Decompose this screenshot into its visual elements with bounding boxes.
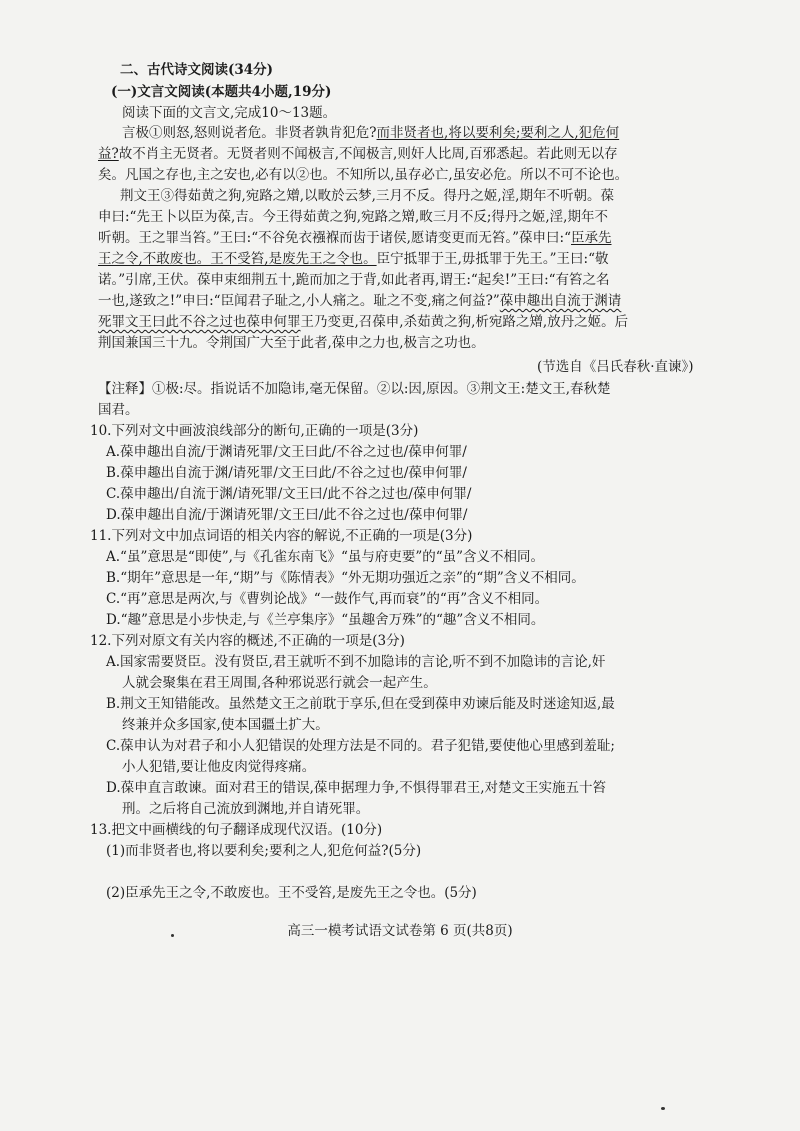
underlined-sentence: 臣承先 <box>571 230 612 246</box>
question-11-option-d: D.“趣”意思是小步快走,与《兰亭集序》“虽趣舍万殊”的“趣”含义不相同。 <box>106 612 545 628</box>
underlined-sentence: 王之令,不敢废也。王不受笞,是废先王之令也。 <box>98 251 377 267</box>
passage-line: 申曰:“先王卜以臣为葆,吉。今王得茹黄之狗,宛路之矰,畋三月不反;得丹之姬,淫,期年不 <box>98 209 608 225</box>
question-13-part-1: (1)而非贤者也,将以要利矣;要利之人,犯危何益?(5分) <box>106 843 422 859</box>
notes-line: 【注释】①极:尽。指说话不加隐讳,毫无保留。②以:因,原因。③荆文王:楚文王,春秋楚 <box>98 381 611 397</box>
question-12-option-a-cont: 人就会聚集在君王周围,各种邪说恶行就会一起产生。 <box>122 675 437 691</box>
passage-line: 一也,遂致之!”申曰:“臣闻君子耻之,小人痛之。耻之不变,痛之何益?”葆申趣出自流于渊请 <box>98 293 622 309</box>
notes-line: 国君。 <box>98 402 139 418</box>
question-12-option-b-cont: 终兼并众多国家,使本国疆土扩大。 <box>122 717 329 733</box>
passage-line: 益?故不肖主无贤者。无贤者则不闻极言,不闻极言,则奸人比周,百邪悉起。若此则无以存 <box>98 146 618 162</box>
question-12-option-c-cont: 小人犯错,要让他皮肉觉得疼痛。 <box>122 759 316 775</box>
passage-line: 诺。”引席,王伏。葆申束细荆五十,跪而加之于背,如此者再,谓王:“起矣!”王曰:“有笞之名 <box>98 272 610 288</box>
question-12-stem: 12.下列对原文有关内容的概述,不正确的一项是(3分) <box>90 633 405 649</box>
passage-line: 荆文王③得茹黄之狗,宛路之矰,以畋於云梦,三月不反。得丹之姬,淫,期年不听朝。葆 <box>120 188 614 204</box>
section-title: 二、古代诗文阅读(34分) <box>120 62 274 78</box>
passage-line: 王之令,不敢废也。王不受笞,是废先王之令也。臣宁抵罪于王,毋抵罪于先王。”王曰:“敬 <box>98 251 609 267</box>
question-11-option-a: A.“虽”意思是“即使”,与《孔雀东南飞》“虽与府吏要”的“虽”含义不相同。 <box>106 549 545 565</box>
question-10-option-a: A.葆申趣出自流/于渊请死罪/文王曰此/不谷之过也/葆申何罪/ <box>106 444 467 460</box>
question-10-option-d: D.葆申趣出自流/于渊请死罪/文王曰/此不谷之过也/葆申何罪/ <box>106 507 468 523</box>
question-12-option-c: C.葆申认为对君子和小人犯错误的处理方法是不同的。君子犯错,要使他心里感到羞耻; <box>106 738 615 754</box>
question-12-option-a: A.国家需要贤臣。没有贤臣,君王就听不到不加隐讳的言论,听不到不加隐讳的言论,奸 <box>106 654 606 670</box>
question-10-option-c: C.葆申趣出/自流于渊/请死罪/文王曰/此不谷之过也/葆申何罪/ <box>106 486 472 502</box>
passage-line: 言极①则怒,怒则说者危。非贤者孰肯犯危?而非贤者也,将以要利矣;要利之人,犯危何 <box>122 125 620 141</box>
question-12-option-d-cont: 刑。之后将自己流放到渊地,并自请死罪。 <box>122 801 370 817</box>
question-12-option-d: D.葆申直言敢谏。面对君王的错误,葆申据理力争,不惧得罪君王,对楚文王实施五十笞 <box>106 780 607 796</box>
scan-speck <box>171 934 174 937</box>
instruction: 阅读下面的文言文,完成10～13题。 <box>122 105 337 121</box>
question-10-option-b: B.葆申趣出自流于渊/请死罪/文王曰此/不谷之过也/葆申何罪/ <box>106 465 467 481</box>
wavy-underlined-text: 葆申趣出自流于渊请 <box>499 293 622 309</box>
passage-line: 荆国兼国三十九。令荆国广大至于此者,葆申之力也,极言之功也。 <box>98 335 485 351</box>
passage-line: 死罪文王曰此不谷之过也葆申何罪王乃变更,召葆申,杀茹黄之狗,析宛路之矰,放丹之姬。后 <box>98 314 629 330</box>
passage-line: 矣。凡国之存也,主之安也,必有以②也。不知所以,虽存必亡,虽安必危。所以不可不论也。 <box>98 167 629 183</box>
passage-line: 听朝。王之罪当笞。”王曰:“不谷免衣襁褓而齿于诸侯,愿请变更而无笞。”葆申曰:“臣承先 <box>98 230 612 246</box>
question-10-stem: 10.下列对文中画波浪线部分的断句,正确的一项是(3分) <box>90 423 419 439</box>
underlined-sentence: 益? <box>98 146 119 162</box>
underlined-sentence: 而非贤者也,将以要利矣;要利之人,犯危何 <box>376 125 620 141</box>
section-subtitle: (一)文言文阅读(本题共4小题,19分) <box>111 84 332 100</box>
wavy-underlined-text: 死罪文王曰此不谷之过也葆申何罪 <box>98 314 301 330</box>
question-13-part-2: (2)臣承先王之令,不敢废也。王不受笞,是废先王之令也。(5分) <box>106 885 477 901</box>
page-footer: 高三一模考试语文试卷第 6 页(共8页) <box>287 923 513 939</box>
question-11-option-b: B.“期年”意思是一年,“期”与《陈情表》“外无期功强近之亲”的“期”含义不相同。 <box>106 570 585 586</box>
scan-speck <box>661 1107 665 1110</box>
question-11-option-c: C.“再”意思是两次,与《曹刿论战》“一鼓作气,再而衰”的“再”含义不相同。 <box>106 591 549 607</box>
question-11-stem: 11.下列对文中加点词语的相关内容的解说,不正确的一项是(3分) <box>90 528 473 544</box>
source-citation: (节选自《吕氏春秋·直谏》) <box>537 359 694 375</box>
question-13-stem: 13.把文中画横线的句子翻译成现代汉语。(10分) <box>90 822 383 838</box>
question-12-option-b: B.荆文王知错能改。虽然楚文王之前耽于享乐,但在受到葆申劝谏后能及时迷途知返,最 <box>106 696 615 712</box>
